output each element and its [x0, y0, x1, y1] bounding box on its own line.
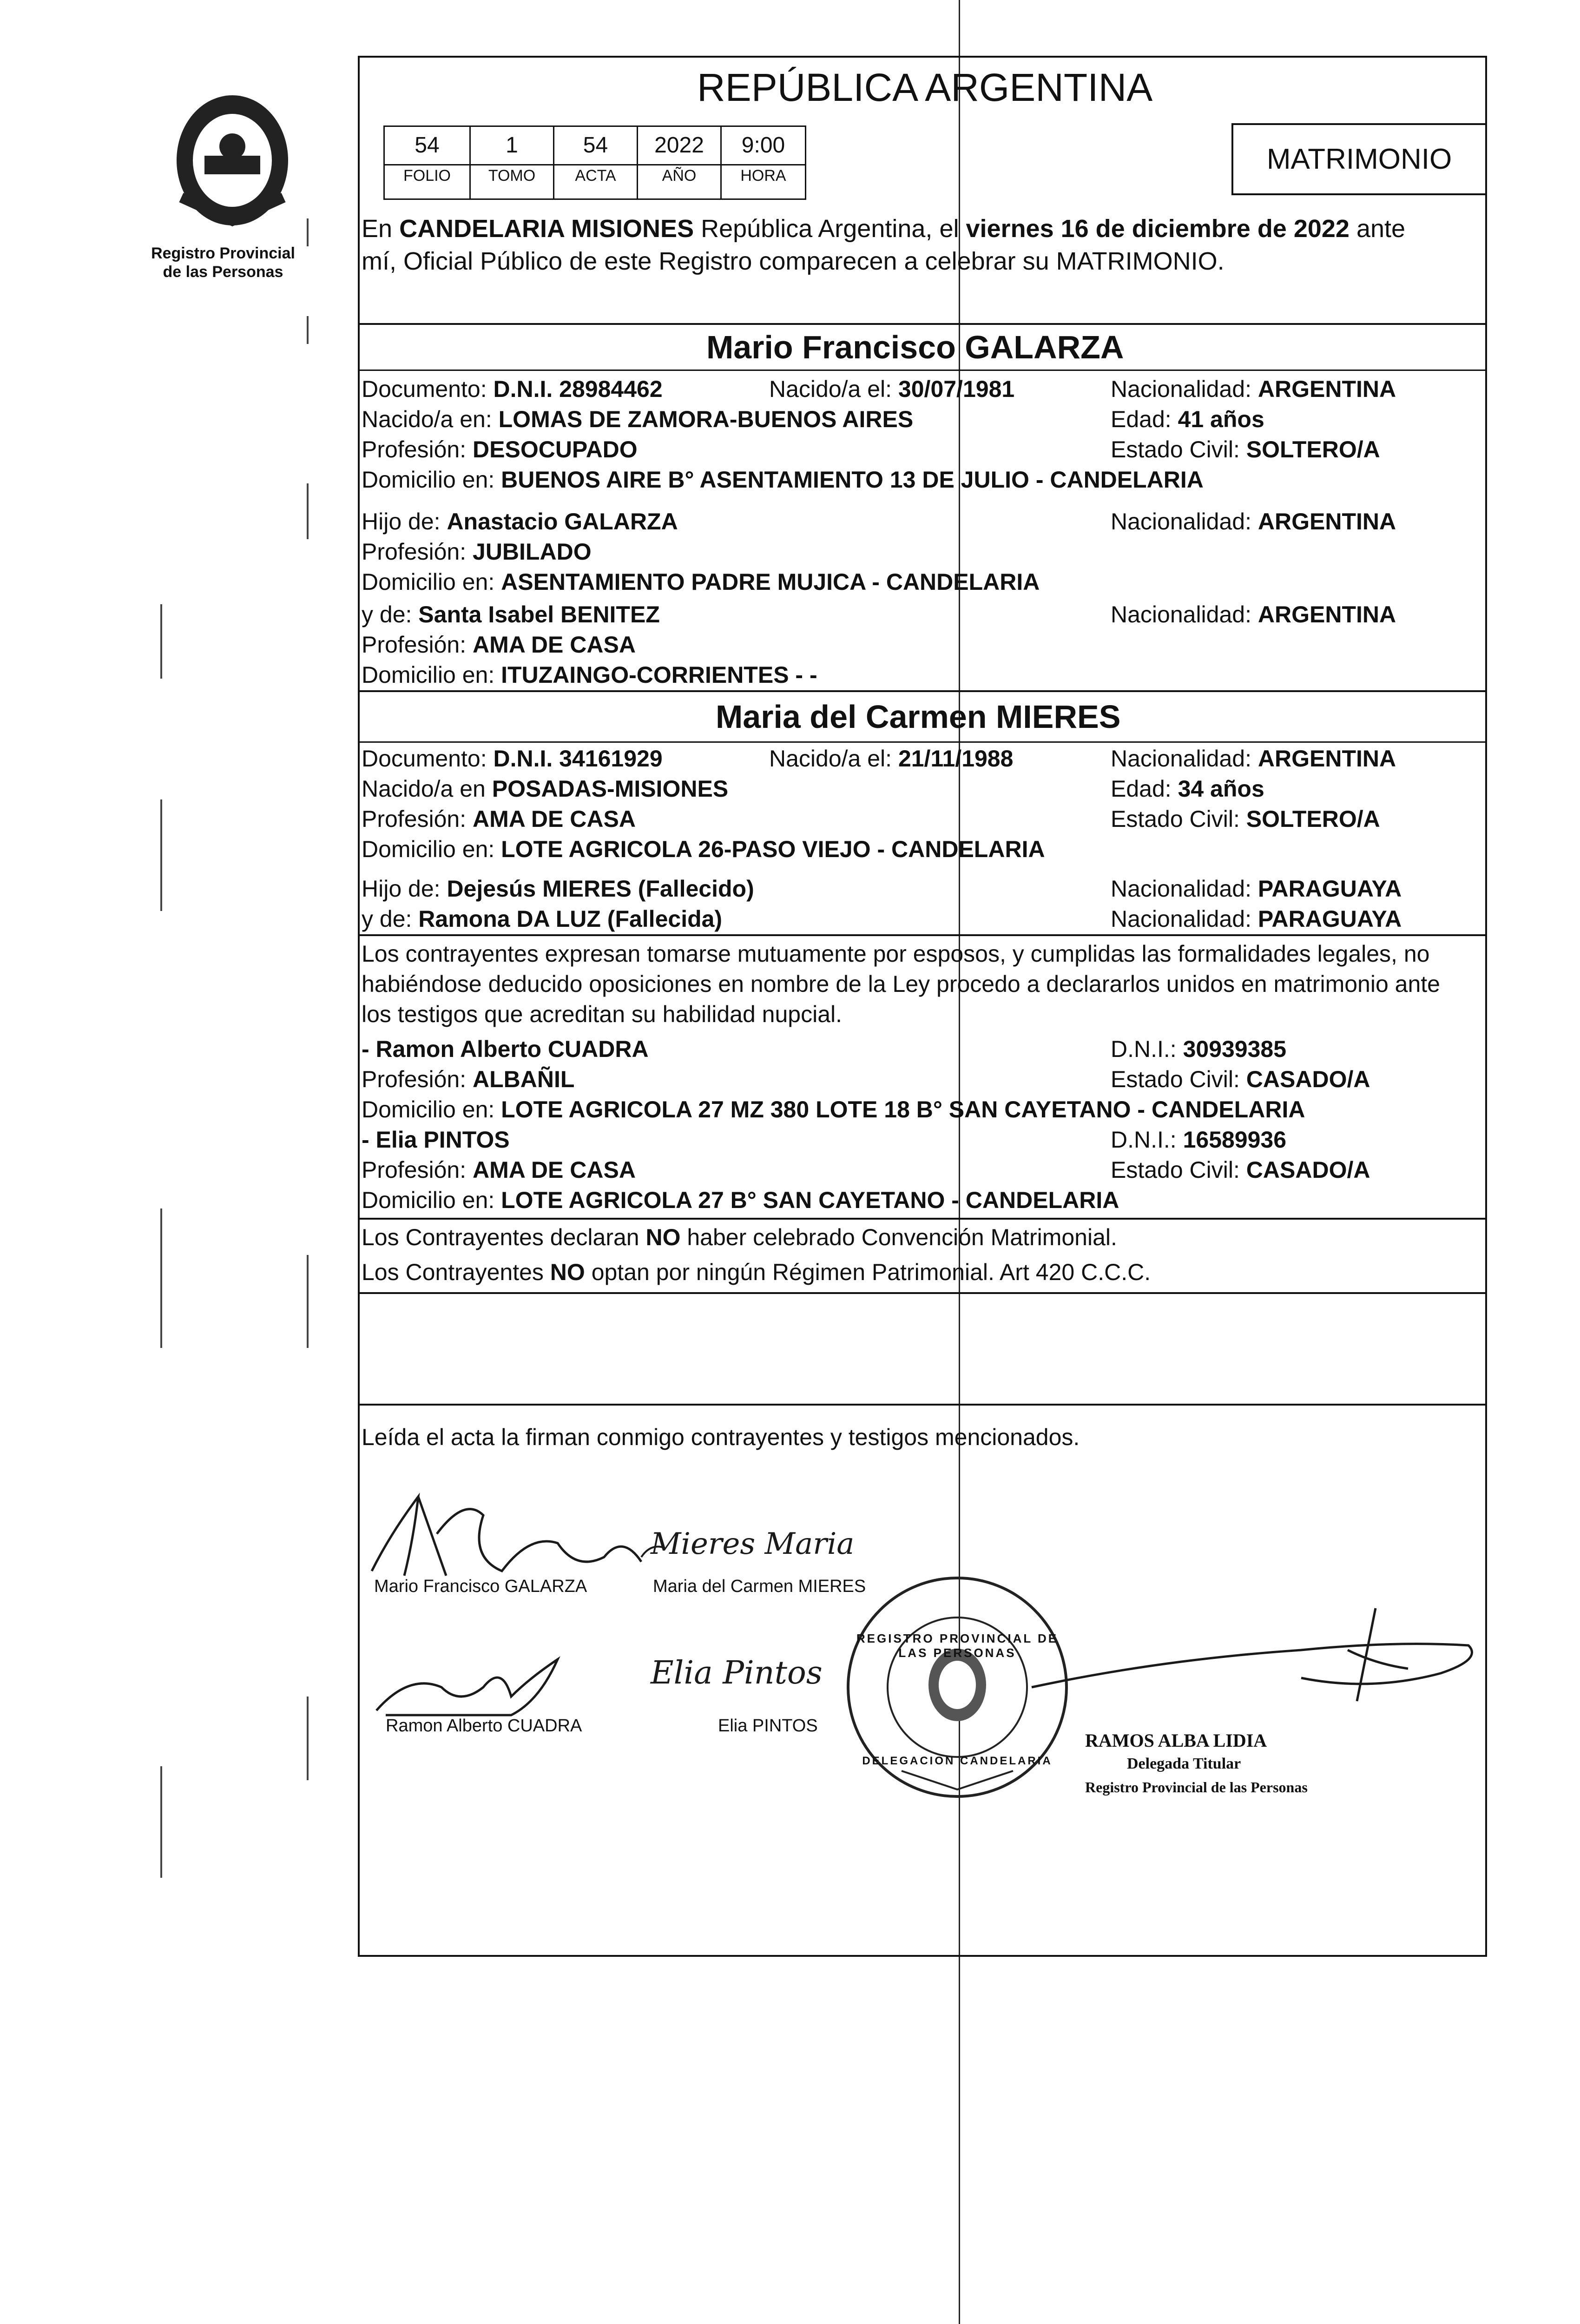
margin-mark	[160, 799, 162, 911]
official-signature-strokes	[1022, 1594, 1487, 1715]
margin-mark	[307, 1697, 309, 1780]
cell-anio: 2022 AÑO	[638, 127, 722, 198]
spouse2-father-nationality: Nacionalidad: PARAGUAYA	[1111, 876, 1402, 902]
signature-label-witness1: Ramon Alberto CUADRA	[386, 1716, 582, 1736]
spouse1-father-profession: Profesión: JUBILADO	[362, 539, 592, 565]
province-seal-icon	[153, 77, 311, 235]
signature-label-witness2: Elia PINTOS	[718, 1716, 818, 1736]
official-signature-block: RAMOS ALBA LIDIA Delegada Titular Registro Provincial de las Personas	[1085, 1730, 1308, 1796]
spouse1-mother: y de: Santa Isabel BENITEZ	[362, 601, 660, 627]
section-divider	[358, 741, 1487, 743]
regime-line-1: Los Contrayentes declaran NO haber celebrado Convención Matrimonial.	[362, 1224, 1117, 1250]
spouse1-birthplace: Nacido/a en: LOMAS DE ZAMORA-BUENOS AIRES	[362, 406, 914, 432]
spouse1-nationality: Nacionalidad: ARGENTINA	[1111, 376, 1396, 402]
spouse2-civil-status: Estado Civil: SOLTERO/A	[1111, 806, 1380, 832]
witness2-dni: D.N.I.: 16589936	[1111, 1127, 1287, 1153]
spouse1-birthdate: Nacido/a el: 30/07/1981	[769, 376, 1015, 402]
margin-mark	[307, 483, 309, 539]
margin-mark	[160, 604, 162, 679]
witness1-name: - Ramon Alberto CUADRA	[362, 1036, 649, 1062]
margin-mark	[307, 316, 309, 344]
stamp-lower-text: DELEGACION CANDELARIA	[862, 1755, 1053, 1767]
regime-line-2: Los Contrayentes NO optan por ningún Régimen Patrimonial. Art 420 C.C.C.	[362, 1259, 1151, 1285]
witness2-civil-status: Estado Civil: CASADO/A	[1111, 1157, 1370, 1183]
spouse1-document: Documento: D.N.I. 28984462	[362, 376, 663, 402]
declaration-line-2: habiéndose deducido oposiciones en nombre de la Ley procedo a declararlos unidos en matrimonio ante	[362, 971, 1440, 997]
spouse2-birthdate: Nacido/a el: 21/11/1988	[769, 746, 1014, 772]
witness1-civil-status: Estado Civil: CASADO/A	[1111, 1066, 1370, 1092]
witness2-address: Domicilio en: LOTE AGRICOLA 27 B° SAN CAYETANO - CANDELARIA	[362, 1187, 1119, 1213]
spouse1-mother-address: Domicilio en: ITUZAINGO-CORRIENTES - -	[362, 662, 817, 688]
closing-text: Leída el acta la firman conmigo contrayentes y testigos mencionados.	[362, 1424, 1080, 1450]
spouse1-profession: Profesión: DESOCUPADO	[362, 436, 638, 462]
signature-handwriting-pintos: Elia Pintos	[651, 1655, 823, 1691]
spouse1-mother-profession: Profesión: AMA DE CASA	[362, 632, 636, 658]
spouse1-father-address: Domicilio en: ASENTAMIENTO PADRE MUJICA - CANDELARIA	[362, 569, 1040, 595]
margin-mark	[160, 1766, 162, 1878]
cell-acta: 54 ACTA	[554, 127, 638, 198]
section-divider	[358, 1292, 1487, 1294]
page-title: REPÚBLICA ARGENTINA	[697, 66, 1153, 109]
spouse1-civil-status: Estado Civil: SOLTERO/A	[1111, 436, 1380, 462]
spouse1-address: Domicilio en: BUENOS AIRE B° ASENTAMIENTO 13 DE JULIO - CANDELARIA	[362, 467, 1204, 493]
cell-tomo: 1 TOMO	[471, 127, 554, 198]
stamp-ring-text: REGISTRO PROVINCIAL DE LAS PERSONAS	[856, 1631, 1059, 1660]
witness1-profession: Profesión: ALBAÑIL	[362, 1066, 575, 1092]
spouse1-name: Mario Francisco GALARZA	[706, 329, 1124, 365]
witness1-dni: D.N.I.: 30939385	[1111, 1036, 1287, 1062]
record-date-table	[383, 125, 806, 200]
spouse2-profession: Profesión: AMA DE CASA	[362, 806, 636, 832]
intro-line-2: mí, Oficial Público de este Registro comparecen a celebrar su MATRIMONIO.	[362, 247, 1224, 275]
signature-handwriting-mieres: Mieres Maria	[651, 1527, 855, 1561]
document-type-box: MATRIMONIO	[1231, 123, 1487, 195]
section-divider	[358, 934, 1487, 936]
signature-label-spouse1: Mario Francisco GALARZA	[374, 1577, 587, 1596]
witness1-address: Domicilio en: LOTE AGRICOLA 27 MZ 380 LOTE 18 B° SAN CAYETANO - CANDELARIA	[362, 1096, 1305, 1122]
declaration-line-3: los testigos que acreditan su habilidad nupcial.	[362, 1001, 843, 1027]
section-divider	[358, 690, 1487, 692]
spouse2-age: Edad: 34 años	[1111, 776, 1264, 802]
cell-folio: 54 FOLIO	[385, 127, 471, 198]
margin-mark	[160, 1208, 162, 1348]
spouse2-document: Documento: D.N.I. 34161929	[362, 746, 663, 772]
section-divider	[358, 1218, 1487, 1220]
declaration-line-1: Los contrayentes expresan tomarse mutuamente por esposos, y cumplidas las formalidades legales, no	[362, 941, 1430, 967]
signature-label-spouse2: Maria del Carmen MIERES	[653, 1577, 866, 1596]
spouse1-mother-nationality: Nacionalidad: ARGENTINA	[1111, 601, 1396, 627]
spouse1-father: Hijo de: Anastacio GALARZA	[362, 508, 678, 535]
spouse2-address: Domicilio en: LOTE AGRICOLA 26-PASO VIEJO - CANDELARIA	[362, 836, 1045, 862]
signature-cuadra-strokes	[372, 1645, 586, 1720]
spouse2-father: Hijo de: Dejesús MIERES (Fallecido)	[362, 876, 754, 902]
registry-label: Registro Provincial de las Personas	[151, 244, 295, 281]
spouse2-mother-nationality: Nacionalidad: PARAGUAYA	[1111, 906, 1402, 932]
spouse2-name: Maria del Carmen MIERES	[716, 699, 1121, 735]
registry-logo	[153, 77, 311, 235]
intro-line-1: En CANDELARIA MISIONES República Argentina, el viernes 16 de diciembre de 2022 ante	[362, 215, 1406, 243]
spouse2-birthplace: Nacido/a en POSADAS-MISIONES	[362, 776, 729, 802]
section-divider	[358, 370, 1487, 371]
spouse1-age: Edad: 41 años	[1111, 406, 1264, 432]
section-divider	[358, 1404, 1487, 1406]
witness2-profession: Profesión: AMA DE CASA	[362, 1157, 636, 1183]
witness2-name: - Elia PINTOS	[362, 1127, 510, 1153]
spouse1-father-nationality: Nacionalidad: ARGENTINA	[1111, 508, 1396, 535]
section-divider	[358, 323, 1487, 325]
spouse2-mother: y de: Ramona DA LUZ (Fallecida)	[362, 906, 723, 932]
cell-hora: 9:00 HORA	[722, 127, 805, 198]
margin-mark	[307, 1255, 309, 1348]
spouse2-nationality: Nacionalidad: ARGENTINA	[1111, 746, 1396, 772]
